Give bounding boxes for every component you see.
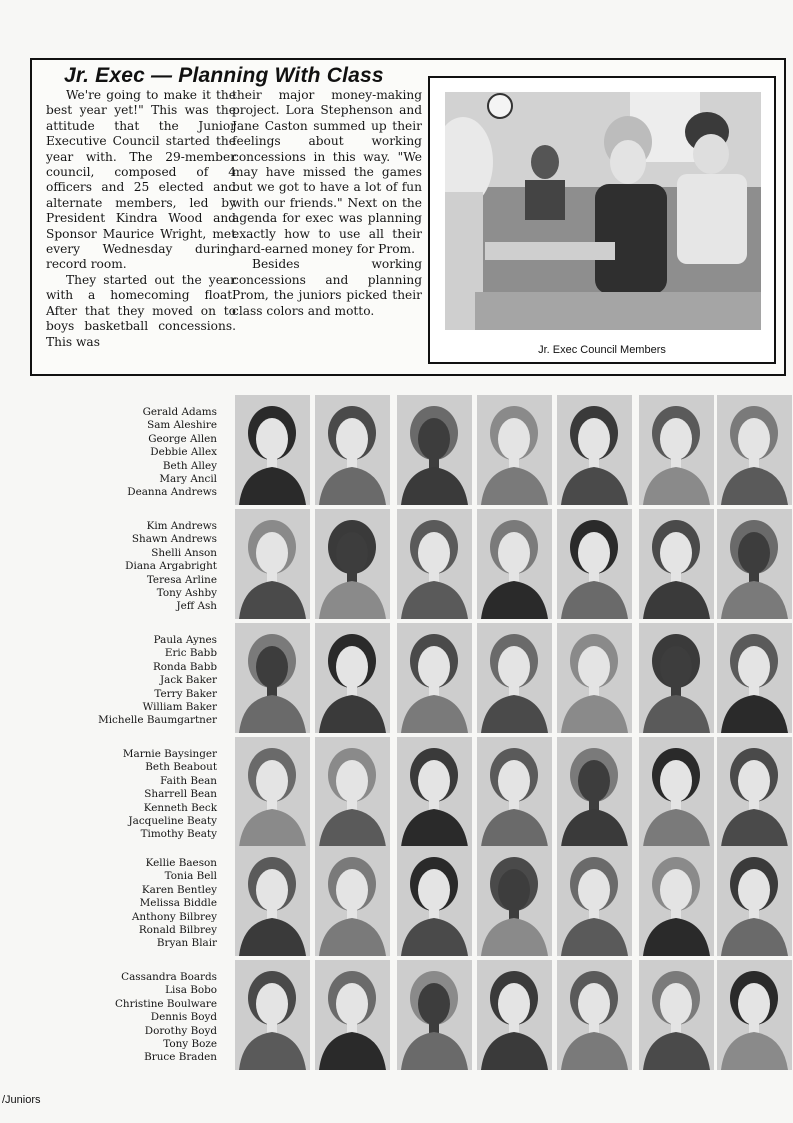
student-name: Lisa Bobo [165, 984, 217, 997]
student-portrait [315, 737, 390, 847]
student-name: Debbie Allex [150, 446, 217, 459]
student-name: Tonia Bell [164, 870, 217, 883]
student-name: Timothy Beaty [140, 828, 217, 841]
student-portrait [717, 623, 792, 733]
student-portrait [717, 737, 792, 847]
student-name: Michelle Baumgartner [98, 714, 217, 727]
student-name: Jacqueline Beaty [128, 815, 217, 828]
feature-box [30, 58, 786, 376]
student-name: Dorothy Boyd [144, 1024, 217, 1037]
student-portrait [315, 846, 390, 956]
portrait-row [0, 960, 793, 1070]
student-portrait [477, 846, 552, 956]
student-name: Diana Argabright [125, 560, 217, 573]
council-photo [428, 76, 776, 364]
student-name: Tony Ashby [156, 587, 217, 600]
student-name: Tony Boze [163, 1038, 217, 1051]
student-name: Christine Boulware [114, 997, 217, 1010]
student-portrait [477, 395, 552, 505]
portrait-row [0, 395, 793, 505]
name-list [60, 748, 217, 842]
student-portrait [717, 960, 792, 1070]
student-portrait [639, 737, 714, 847]
student-name: Marnie Baysinger [122, 748, 217, 760]
student-portrait [639, 846, 714, 956]
student-portrait [639, 623, 714, 733]
student-name: Ronda Babb [152, 660, 217, 673]
student-name: Kellie Baeson [145, 857, 217, 869]
student-name: Faith Bean [160, 774, 217, 787]
student-name: Paula Aynes [153, 634, 217, 646]
student-portrait [639, 509, 714, 619]
photo-caption: Jr. Exec Council Members [538, 344, 666, 356]
student-name: George Allen [148, 432, 217, 445]
student-name: William Baker [142, 701, 217, 714]
student-portrait [477, 960, 552, 1070]
student-name: Eric Babb [164, 647, 217, 660]
name-list [60, 406, 217, 500]
student-name: Dennis Boyd [150, 1011, 217, 1024]
student-portrait [235, 509, 310, 619]
portrait-row [0, 623, 793, 733]
student-portrait [477, 623, 552, 733]
student-portrait [397, 623, 472, 733]
student-name: Anthony Bilbrey [131, 910, 217, 923]
student-name: Sam Aleshire [147, 419, 217, 432]
student-name: Kenneth Beck [143, 801, 217, 814]
student-portrait [235, 395, 310, 505]
feature-headline: Jr. Exec — Planning With Class [64, 64, 384, 87]
name-list [60, 634, 217, 728]
student-name: Gerald Adams [142, 406, 217, 418]
article-paragraph: They started out the year with a homecoming float. After that they moved on to boys basketball concessions. This was [46, 272, 236, 349]
student-name: Bryan Blair [156, 937, 217, 950]
portrait-row [0, 509, 793, 619]
student-portrait [397, 509, 472, 619]
name-list [60, 520, 217, 614]
student-portrait [397, 395, 472, 505]
student-name: Shawn Andrews [131, 533, 217, 546]
student-name: Karen Bentley [141, 883, 217, 896]
student-name: Beth Beabout [145, 761, 217, 774]
student-portrait [235, 737, 310, 847]
article-paragraph: We're going to make it the best year yet!" This was the attitude that the Junior Executive Council started the year with. The 29-member council, composed of 4 officers and 25 elected and alternate members, led by President Kindra Wood and Sponsor Maurice Wright, met every Wednesday during record room. [46, 88, 236, 272]
student-name: Beth Alley [162, 459, 217, 472]
portrait-row [0, 737, 793, 847]
council-photo-image [445, 92, 761, 330]
name-list [60, 971, 217, 1065]
student-portrait [477, 509, 552, 619]
student-portrait [315, 960, 390, 1070]
article-paragraph: Besides working concessions and planning Prom, the juniors picked their class colors and motto. [232, 257, 422, 318]
student-portrait [235, 623, 310, 733]
student-portrait [557, 737, 632, 847]
student-name: Deanna Andrews [127, 486, 217, 499]
student-name: Teresa Arline [146, 573, 217, 586]
student-portrait [397, 846, 472, 956]
student-portrait [235, 960, 310, 1070]
student-portrait [315, 509, 390, 619]
student-portrait [477, 737, 552, 847]
student-name: Mary Ancil [159, 473, 217, 486]
student-name: Melissa Biddle [139, 897, 217, 910]
student-portrait [235, 846, 310, 956]
student-name: Shelli Anson [151, 546, 217, 559]
student-portrait [717, 395, 792, 505]
student-portrait [639, 960, 714, 1070]
article-paragraph: their major money-making project. Lora Stephenson and Jane Caston summed up their feelings about working concessions in this way. "We may have missed the games but we got to have a lot of fun with our friends." Next on the agenda for exec was planning exactly how to use all their hard-earned money for Prom. [232, 88, 422, 257]
article-column-1 [46, 88, 236, 350]
name-list [60, 857, 217, 951]
student-name: Kim Andrews [146, 520, 217, 532]
student-portrait [315, 395, 390, 505]
student-name: Terry Baker [154, 687, 217, 700]
student-portrait [557, 846, 632, 956]
student-name: Jack Baker [159, 674, 217, 687]
student-portrait [557, 509, 632, 619]
student-portrait [557, 623, 632, 733]
student-name: Bruce Braden [144, 1051, 217, 1064]
student-portrait [557, 960, 632, 1070]
student-portrait [397, 960, 472, 1070]
student-portrait [717, 846, 792, 956]
student-name: Ronald Bilbrey [138, 924, 217, 937]
student-name: Sharrell Bean [144, 788, 217, 801]
portrait-row [0, 846, 793, 956]
student-portrait [557, 395, 632, 505]
student-name: Cassandra Boards [121, 971, 217, 983]
student-portrait [639, 395, 714, 505]
article-column-2 [232, 88, 422, 319]
student-name: Jeff Ash [176, 600, 217, 613]
student-portrait [397, 737, 472, 847]
page-folio: /Juniors [2, 1094, 41, 1106]
student-portrait [717, 509, 792, 619]
student-portrait [315, 623, 390, 733]
